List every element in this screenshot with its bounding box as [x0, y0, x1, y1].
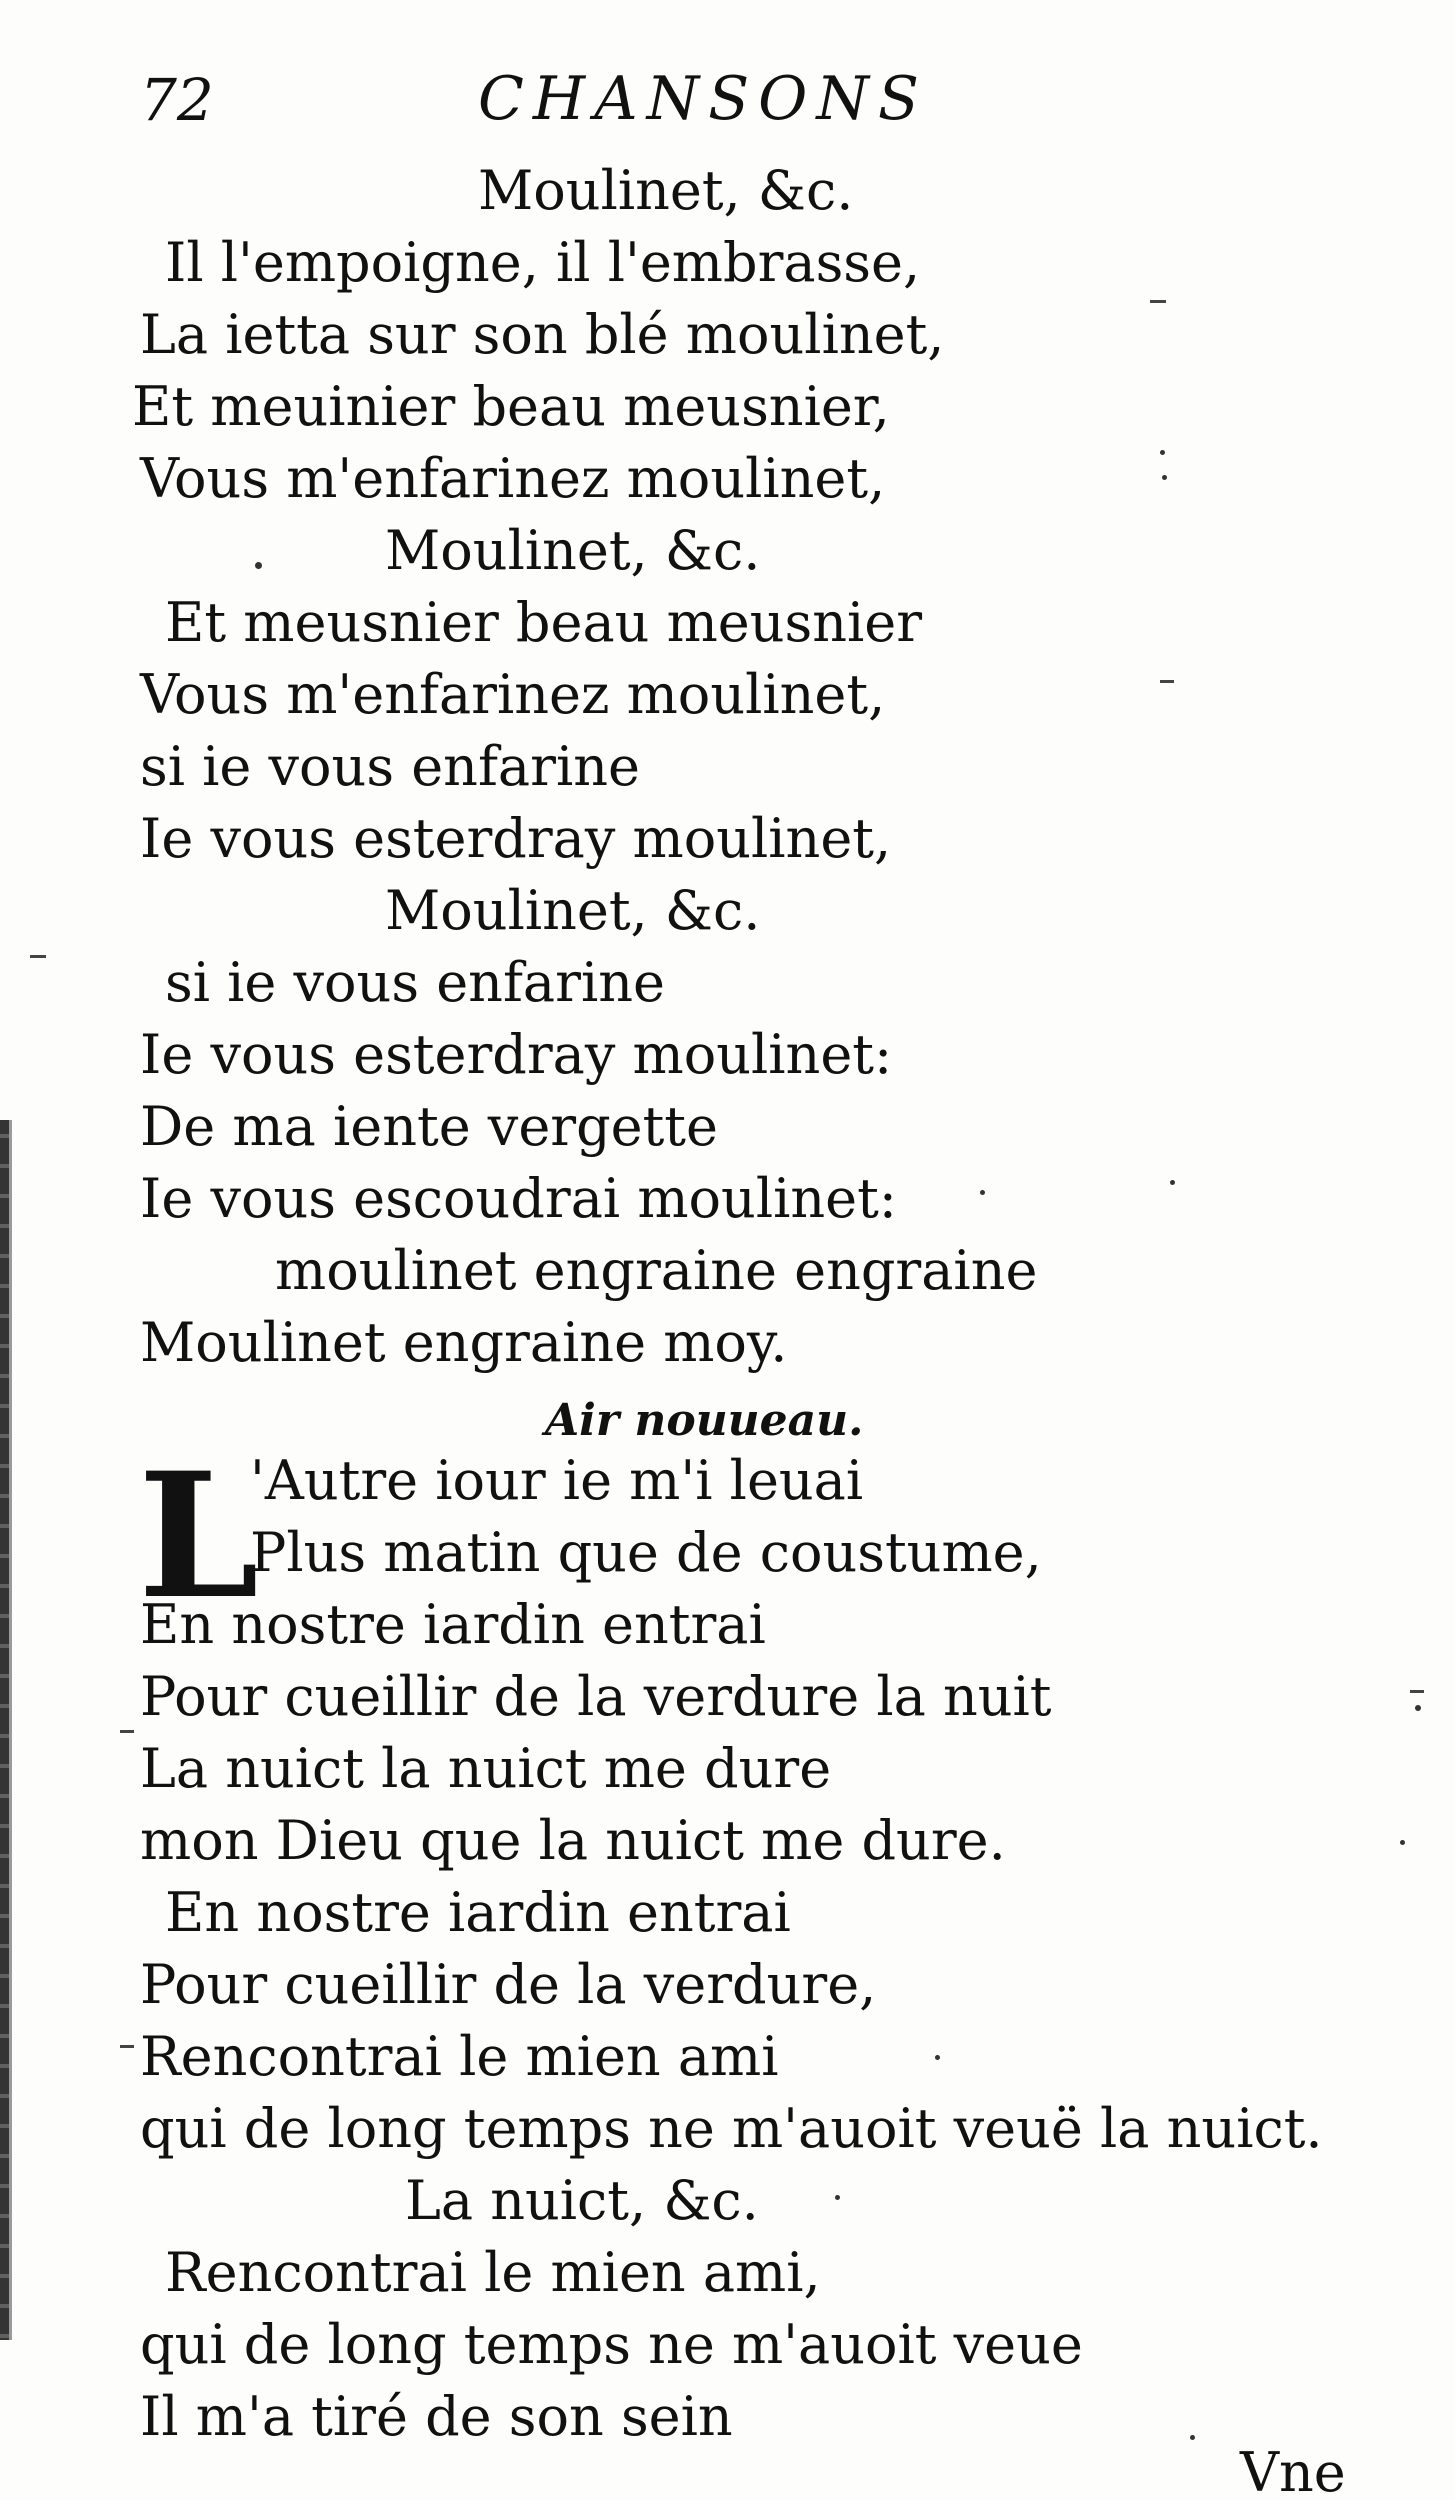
- text-line: Moulinet, &c.: [385, 879, 761, 942]
- print-speck: [120, 1730, 134, 1733]
- text-line: En nostre iardin entrai: [140, 1593, 766, 1656]
- print-speck: [1150, 300, 1166, 303]
- text-line: Vous m'enfarinez moulinet,: [140, 447, 886, 510]
- text-line: si ie vous enfarine: [165, 951, 665, 1014]
- text-line: La ietta sur son blé moulinet,: [140, 303, 945, 366]
- print-speck: [1415, 1705, 1421, 1711]
- print-speck: [1162, 475, 1167, 480]
- text-line: Rencontrai le mien ami: [140, 2025, 779, 2088]
- text-line: Moulinet, &c.: [385, 519, 761, 582]
- text-line: Et meusnier beau meusnier: [165, 591, 923, 654]
- text-line: 'Autre iour ie m'i leuai: [250, 1449, 864, 1512]
- binding-edge-line: [9, 1120, 12, 2340]
- print-speck: [1160, 680, 1174, 683]
- text-line: En nostre iardin entrai: [165, 1881, 791, 1944]
- print-speck: [935, 2055, 940, 2060]
- drop-cap: L: [138, 1434, 259, 1637]
- text-line: La nuict la nuict me dure: [140, 1737, 832, 1800]
- text-line: Plus matin que de coustume,: [250, 1521, 1042, 1584]
- song-title: Air nouueau.: [545, 1395, 864, 1446]
- print-speck: [1400, 1840, 1405, 1845]
- text-line: qui de long temps ne m'auoit veue: [140, 2313, 1083, 2376]
- print-speck: [255, 562, 262, 569]
- print-speck: [835, 2195, 840, 2200]
- print-speck: [1170, 1180, 1175, 1185]
- page-number: 72: [140, 66, 214, 134]
- catchword: Vne: [1240, 2441, 1346, 2504]
- text-line: Pour cueillir de la verdure la nuit: [140, 1665, 1052, 1728]
- text-line: si ie vous enfarine: [140, 735, 640, 798]
- text-line: moulinet engraine engraine: [275, 1239, 1038, 1302]
- text-line: Moulinet, &c.: [478, 159, 854, 222]
- page-header: [0, 60, 1455, 140]
- text-line: Ie vous escoudrai moulinet:: [140, 1167, 898, 1230]
- text-line: Rencontrai le mien ami,: [165, 2241, 821, 2304]
- print-speck: [30, 955, 46, 958]
- text-line: Il m'a tiré de son sein: [140, 2385, 733, 2448]
- text-line: Moulinet engraine moy.: [140, 1311, 788, 1374]
- text-line: Ie vous esterdray moulinet,: [140, 807, 892, 870]
- text-line: Vous m'enfarinez moulinet,: [140, 663, 886, 726]
- text-line: Pour cueillir de la verdure,: [140, 1953, 877, 2016]
- text-line: qui de long temps ne m'auoit veuë la nuict.: [140, 2097, 1323, 2160]
- print-speck: [1160, 450, 1165, 455]
- text-line: La nuict, &c.: [405, 2169, 759, 2232]
- print-speck: [980, 1190, 985, 1195]
- print-speck: [120, 2045, 134, 2048]
- running-head: CHANSONS: [478, 64, 928, 134]
- text-line: Et meuinier beau meusnier,: [132, 375, 890, 438]
- print-speck: [1410, 1690, 1424, 1693]
- binding-edge-shadow: [0, 1120, 9, 2340]
- text-line: Ie vous esterdray moulinet:: [140, 1023, 893, 1086]
- text-line: Il l'empoigne, il l'embrasse,: [165, 231, 921, 294]
- print-speck: [1190, 2435, 1195, 2440]
- text-line: De ma iente vergette: [140, 1095, 718, 1158]
- text-line: mon Dieu que la nuict me dure.: [140, 1809, 1006, 1872]
